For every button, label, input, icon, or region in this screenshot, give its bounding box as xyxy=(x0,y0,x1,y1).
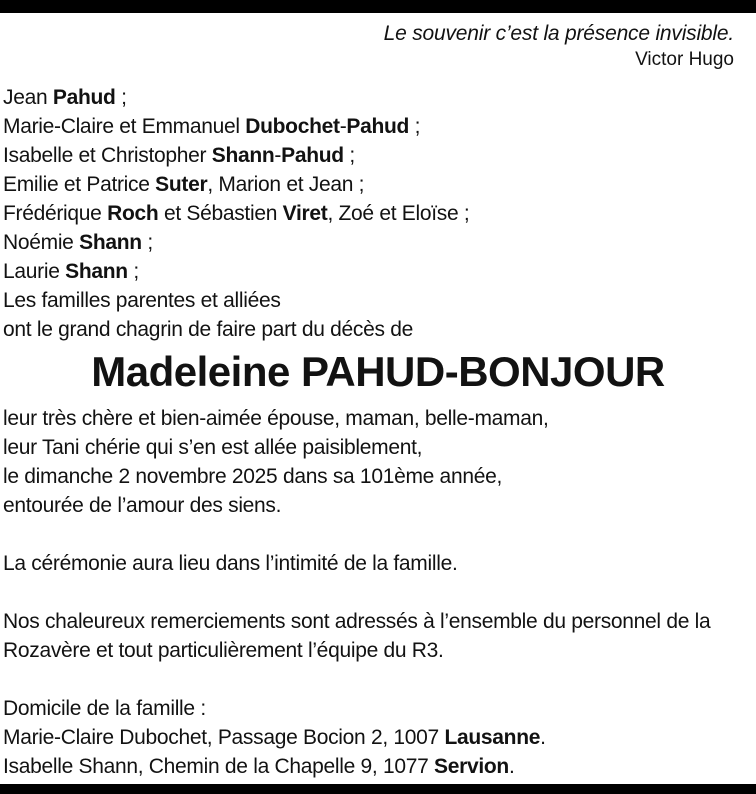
family-names-section xyxy=(0,83,756,344)
notice-line xyxy=(3,723,756,752)
surname-bold: Servion xyxy=(434,755,509,778)
text-segment: ; xyxy=(343,144,355,167)
text-segment: , Marion et Jean ; xyxy=(207,173,365,196)
surname-bold: Shann xyxy=(79,231,142,254)
text-segment: Emilie et Patrice xyxy=(3,173,156,196)
surname-bold: Viret xyxy=(282,202,328,225)
text-segment: - xyxy=(339,115,347,138)
text-segment: ; xyxy=(127,260,139,283)
notice-line xyxy=(3,199,756,228)
surname-bold: Lausanne xyxy=(444,726,541,749)
text-segment: Isabelle et Christopher xyxy=(3,144,212,167)
ceremony-section xyxy=(0,549,756,578)
text-segment: . xyxy=(540,726,546,749)
notice-line xyxy=(3,141,756,170)
notice-line xyxy=(3,694,756,723)
notice-line xyxy=(3,404,756,433)
text-segment: Frédérique xyxy=(3,202,108,225)
surname-bold: Pahud xyxy=(346,115,410,138)
text-segment: Marie-Claire Dubochet, Passage Bocion 2, 1007 xyxy=(3,726,445,749)
text-segment: Rozavère et tout particulièrement l’équipe du R3. xyxy=(3,639,444,662)
text-segment: . xyxy=(508,755,515,778)
notice-line xyxy=(3,549,756,578)
notice-line xyxy=(3,257,756,286)
text-segment: Isabelle Shann, Chemin de la Chapelle 9, 1077 xyxy=(3,755,435,778)
deceased-name-heading: Madeleine PAHUD-BONJOUR xyxy=(91,348,665,395)
text-segment: leur Tani chérie qui s’en est allée paisiblement, xyxy=(3,436,423,459)
notice-line xyxy=(3,491,756,520)
text-segment: , Zoé et Eloïse ; xyxy=(327,202,470,225)
notice-line xyxy=(3,170,756,199)
text-segment: Laurie xyxy=(3,260,66,283)
quote-block xyxy=(0,20,756,72)
address-section xyxy=(0,694,756,781)
text-segment: leur très chère et bien-aimée épouse, maman, belle-maman, xyxy=(3,407,549,430)
text-segment: Nos chaleureux remerciements sont adressés à l’ensemble du personnel de la xyxy=(3,610,711,633)
notice-line xyxy=(3,228,756,257)
notice-line xyxy=(3,462,756,491)
bottom-border-bar xyxy=(0,784,756,794)
surname-bold: Pahud xyxy=(281,144,344,167)
text-segment: ; xyxy=(141,231,153,254)
text-segment: ; xyxy=(115,86,127,109)
text-segment: ont le grand chagrin de faire part du décès de xyxy=(3,318,413,341)
notice-line xyxy=(3,112,756,141)
eulogy-section xyxy=(0,404,756,520)
text-segment: ; xyxy=(409,115,421,138)
surname-bold: Suter xyxy=(155,173,208,196)
quote-attribution: Victor Hugo xyxy=(635,49,734,70)
quote-text: Le souvenir c’est la présence invisible. xyxy=(383,22,734,45)
surname-bold: Shann xyxy=(65,260,128,283)
text-segment: Domicile de la famille : xyxy=(3,697,206,720)
text-segment: Les familles parentes et alliées xyxy=(3,289,281,312)
notice-line xyxy=(3,83,756,112)
notice-line xyxy=(3,636,756,665)
surname-bold: Dubochet xyxy=(245,115,340,138)
notice-line xyxy=(3,286,756,315)
notice-line xyxy=(3,315,756,344)
text-segment: La cérémonie aura lieu dans l’intimité de la famille. xyxy=(3,552,458,575)
surname-bold: Roch xyxy=(107,202,159,225)
text-segment: entourée de l’amour des siens. xyxy=(3,494,282,517)
thanks-section xyxy=(0,607,756,665)
notice-line xyxy=(3,607,756,636)
text-segment: - xyxy=(274,144,282,167)
text-segment: Noémie xyxy=(3,231,80,254)
notice-line xyxy=(3,433,756,462)
text-segment: le dimanche 2 novembre 2025 dans sa 101ème année, xyxy=(3,465,502,488)
surname-bold: Shann xyxy=(211,144,275,167)
surname-bold: Pahud xyxy=(52,86,116,109)
text-segment: Marie-Claire et Emmanuel xyxy=(3,115,246,138)
text-segment: Jean xyxy=(3,86,53,109)
notice-line xyxy=(3,752,756,781)
top-border-bar xyxy=(0,0,756,13)
text-segment: et Sébastien xyxy=(158,202,283,225)
